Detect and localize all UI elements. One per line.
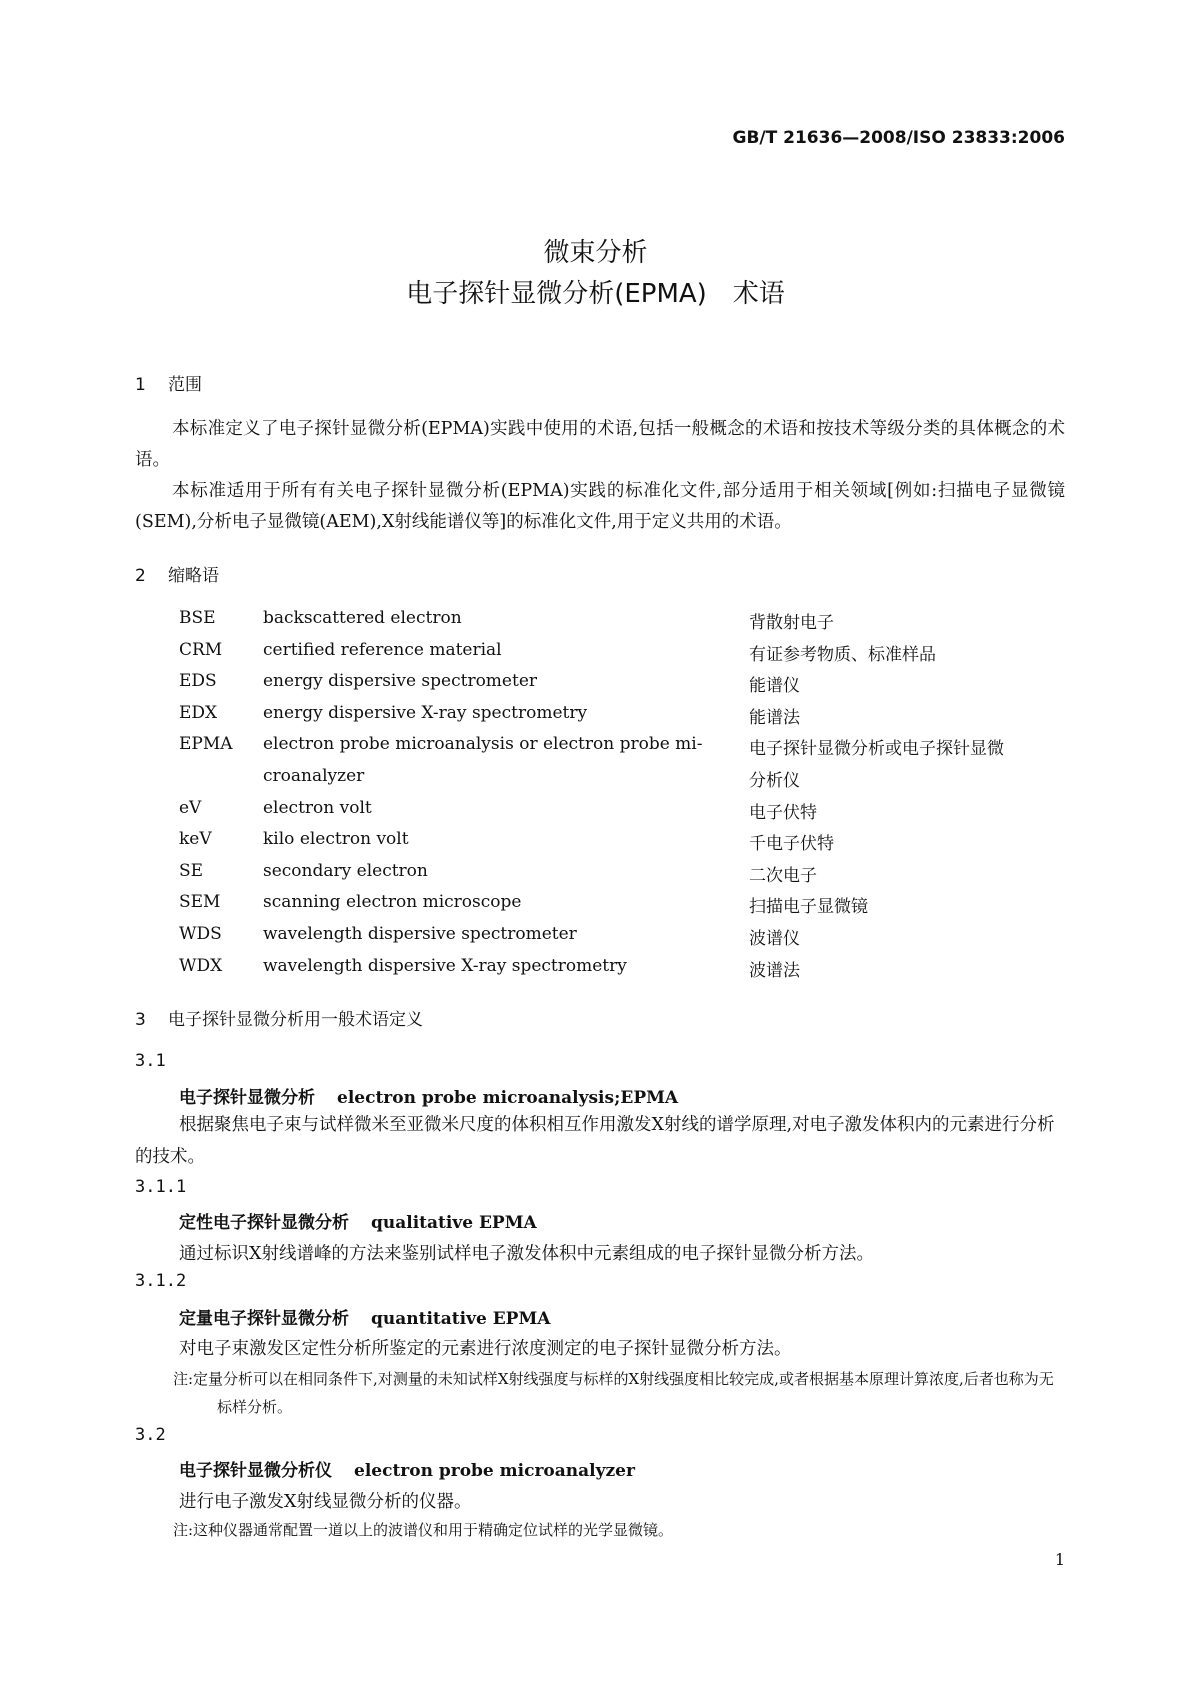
term-zh: 定量电子探针显微分析 [179,1309,349,1329]
chinese-term: 电子探针显微分析或电子探针显微 [749,739,1004,760]
abbreviation-row [179,671,1069,702]
note: 注:定量分析可以在相同条件下,对测量的未知试样X射线强度与标样的X射线强度相比较完成,或者根据基本原理计算浓度,后者也称为无标样分析。 [173,1370,1054,1416]
term-zh: 定性电子探针显微分析 [179,1213,349,1233]
english-term: electron volt [263,797,372,818]
english-term: backscattered electron [263,608,462,628]
note: 注:这种仪器通常配置一道以上的波谱仪和用于精确定位试样的光学显微镜。 [173,1521,674,1539]
english-term: wavelength dispersive spectrometer [263,924,577,944]
section-2-heading [135,561,219,586]
title-line-2: 电子探针显微分析(EPMA) 术语 [406,279,785,309]
chinese-term: 分析仪 [749,771,800,791]
entry-number: 3.2 [135,1425,166,1445]
term-en: qualitative EPMA [371,1213,537,1233]
entry-number: 3.1 [135,1051,166,1071]
english-term: certified reference material [263,639,502,660]
term-zh: 电子探针显微分析 [179,1088,315,1108]
term-en: quantitative EPMA [371,1309,551,1329]
section-number: 3 [135,1010,146,1030]
term-definition: 对电子束激发区定性分析所鉴定的元素进行浓度测定的电子探针显微分析方法。 [179,1339,792,1359]
term-zh: 电子探针显微分析仪 [179,1461,332,1481]
abbreviation-row [179,798,1069,829]
section-1-heading [135,370,202,395]
abbreviation: WDS [179,924,222,944]
title-line-1: 微束分析 [543,238,648,268]
section-number: 2 [135,566,146,586]
chinese-term: 能谱仪 [749,676,800,697]
section-title: 范围 [168,375,202,395]
abbreviation: WDX [179,955,223,976]
english-term: croanalyzer [263,766,365,786]
chinese-term: 能谱法 [749,707,800,728]
abbreviation: SEM [179,892,221,913]
abbreviation-row [179,734,1069,765]
section-title: 电子探针显微分析用一般术语定义 [168,1010,423,1030]
term-heading [179,1304,550,1329]
abbreviation-row [179,829,1069,860]
abbreviation-row [179,861,1069,892]
chinese-term: 二次电子 [749,865,817,886]
english-term: kilo electron volt [263,829,409,850]
term-en: electron probe microanalysis;EPMA [337,1088,679,1108]
scope-paragraph-2: 本标准适用于所有有关电子探针显微分析(EPMA)实践的标准化文件,部分适用于相关领域[例如:扫描电子显微镜(SEM),分析电子显微镜(AEM),X射线能谱仪等]的标准化文件,用于定义共用的术语。 [135,481,1065,532]
english-term: electron probe microanalysis or electron probe mi- [263,734,703,755]
entry-number: 3.1.1 [135,1177,187,1197]
abbreviation-row [179,892,1069,923]
page-number: 1 [1054,1550,1065,1569]
abbreviation: BSE [179,608,216,628]
english-term: secondary electron [263,860,428,881]
term-heading [179,1083,678,1108]
abbreviation-row [179,640,1069,671]
chinese-term: 波谱法 [749,960,800,981]
english-term: energy dispersive spectrometer [263,671,538,692]
chinese-term: 背散射电子 [749,613,834,633]
term-heading [179,1208,537,1233]
abbreviation: keV [179,829,212,850]
chinese-term: 扫描电子显微镜 [749,897,868,918]
term-definition: 通过标识X射线谱峰的方法来鉴别试样电子激发体积中元素组成的电子探针显微分析方法。 [179,1244,874,1264]
abbreviation-row [179,924,1069,955]
chinese-term: 千电子伏特 [749,834,834,855]
term-definition: 进行电子激发X射线显微分析的仪器。 [179,1492,472,1512]
abbreviation: EDS [179,671,217,692]
entry-number: 3.1.2 [135,1271,187,1291]
english-term: wavelength dispersive X-ray spectrometry [263,955,627,976]
english-term: energy dispersive X-ray spectrometry [263,702,588,723]
chinese-term: 有证参考物质、标准样品 [749,644,936,665]
section-number: 1 [135,375,146,395]
chinese-term: 电子伏特 [749,802,817,823]
term-heading [179,1456,635,1481]
abbreviation: SE [179,860,204,881]
abbreviation: CRM [179,639,223,660]
abbreviation-row [179,608,1069,639]
term-definition: 根据聚焦电子束与试样微米至亚微米尺度的体积相互作用激发X射线的谱学原理,对电子激发体积内的元素进行分析的技术。 [135,1115,1055,1167]
section-title: 缩略语 [168,566,219,586]
abbreviation: EDX [179,702,218,723]
abbreviation-row [179,766,1069,797]
abbreviation: eV [179,797,202,818]
abbreviation: EPMA [179,734,233,755]
term-en: electron probe microanalyzer [354,1461,635,1481]
standard-number-header: GB/T 21636—2008/ISO 23833:2006 [732,128,1065,148]
english-term: scanning electron microscope [263,892,522,913]
abbreviation-row [179,956,1069,987]
scope-paragraph-1: 本标准定义了电子探针显微分析(EPMA)实践中使用的术语,包括一般概念的术语和按技术等级分类的具体概念的术语。 [135,419,1065,470]
section-3-heading [135,1005,423,1030]
abbreviation-row [179,703,1069,734]
chinese-term: 波谱仪 [749,929,800,949]
